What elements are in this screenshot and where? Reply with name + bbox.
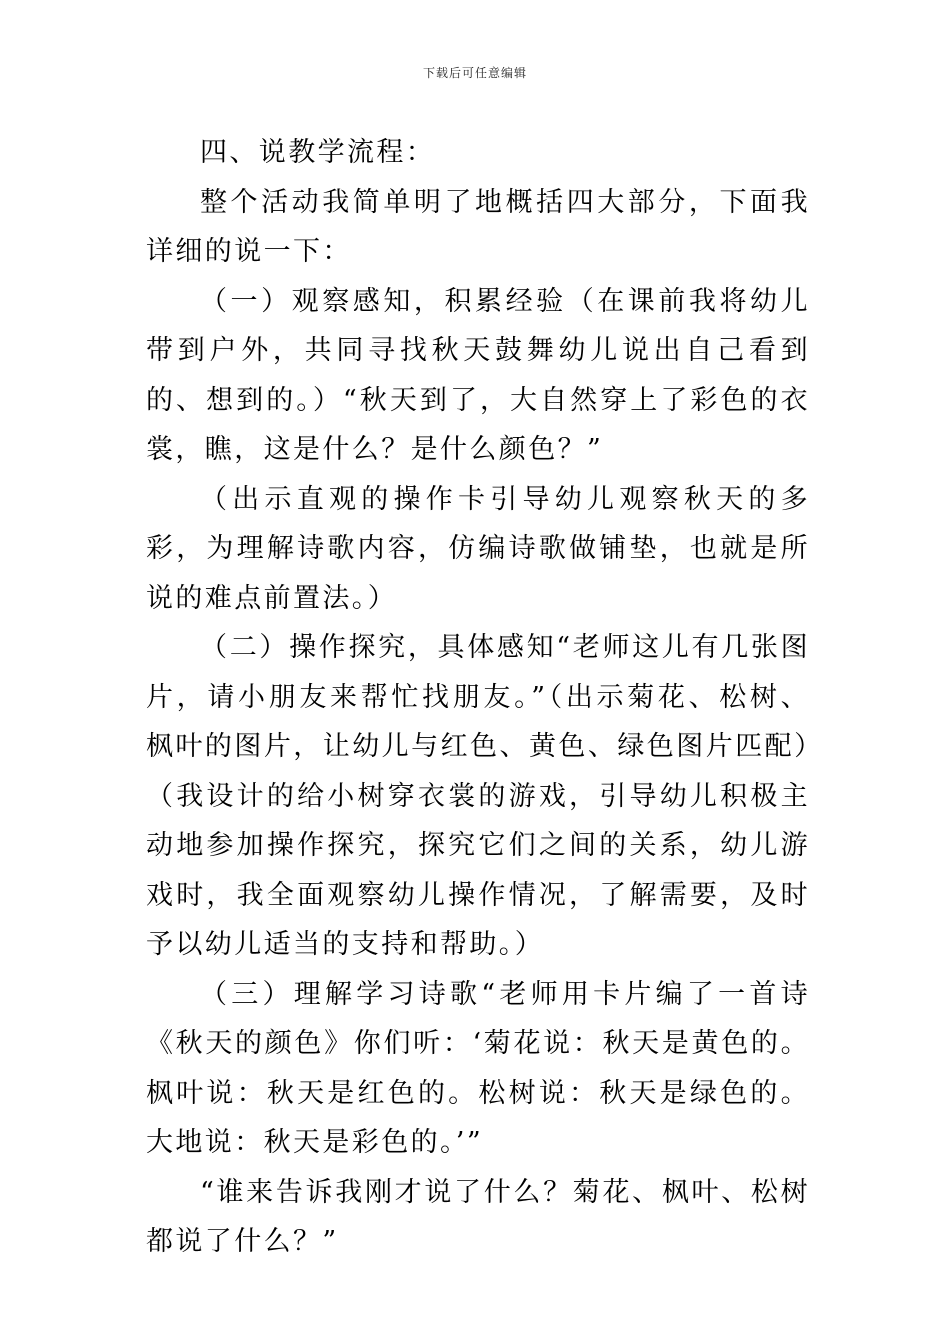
paragraph-part-one-note: （出示直观的操作卡引导幼儿观察秋天的多彩，为理解诗歌内容，仿编诗歌做铺垫，也就是所说的难点前置法。） (146, 483, 810, 614)
paragraph-part-one: （一）观察感知，积累经验（在课前我将幼儿带到户外，共同寻找秋天鼓舞幼儿说出自己看到的、想到的。）“秋天到了，大自然穿上了彩色的衣裳，瞧，这是什么？是什么颜色？” (146, 285, 810, 465)
section-heading: 四、说教学流程： (200, 137, 436, 168)
paragraph-part-two: （二）操作探究，具体感知“老师这儿有几张图片，请小朋友来帮忙找朋友。”（出示菊花、松树、枫叶的图片，让幼儿与红色、黄色、绿色图片匹配）（我设计的给小树穿衣裳的游戏，引导幼儿积极主动地参加操作探究，探究它们之间的关系，幼儿游戏时，我全面观察幼儿操作情况，了解需要，及时予以幼儿适当的支持和帮助。） (146, 632, 810, 960)
paragraph-part-three: （三）理解学习诗歌“老师用卡片编了一首诗《秋天的颜色》你们听：‘菊花说：秋天是黄色的。枫叶说：秋天是红色的。松树说：秋天是绿色的。大地说：秋天是彩色的。’” (146, 978, 810, 1158)
page-header-note: 下载后可任意编辑 (422, 66, 527, 80)
paragraph-question: “谁来告诉我刚才说了什么？菊花、枫叶、松树都说了什么？” (146, 1176, 810, 1257)
document-body (146, 128, 810, 1267)
paragraph-overview: 整个活动我简单明了地概括四大部分，下面我详细的说一下： (146, 186, 810, 267)
